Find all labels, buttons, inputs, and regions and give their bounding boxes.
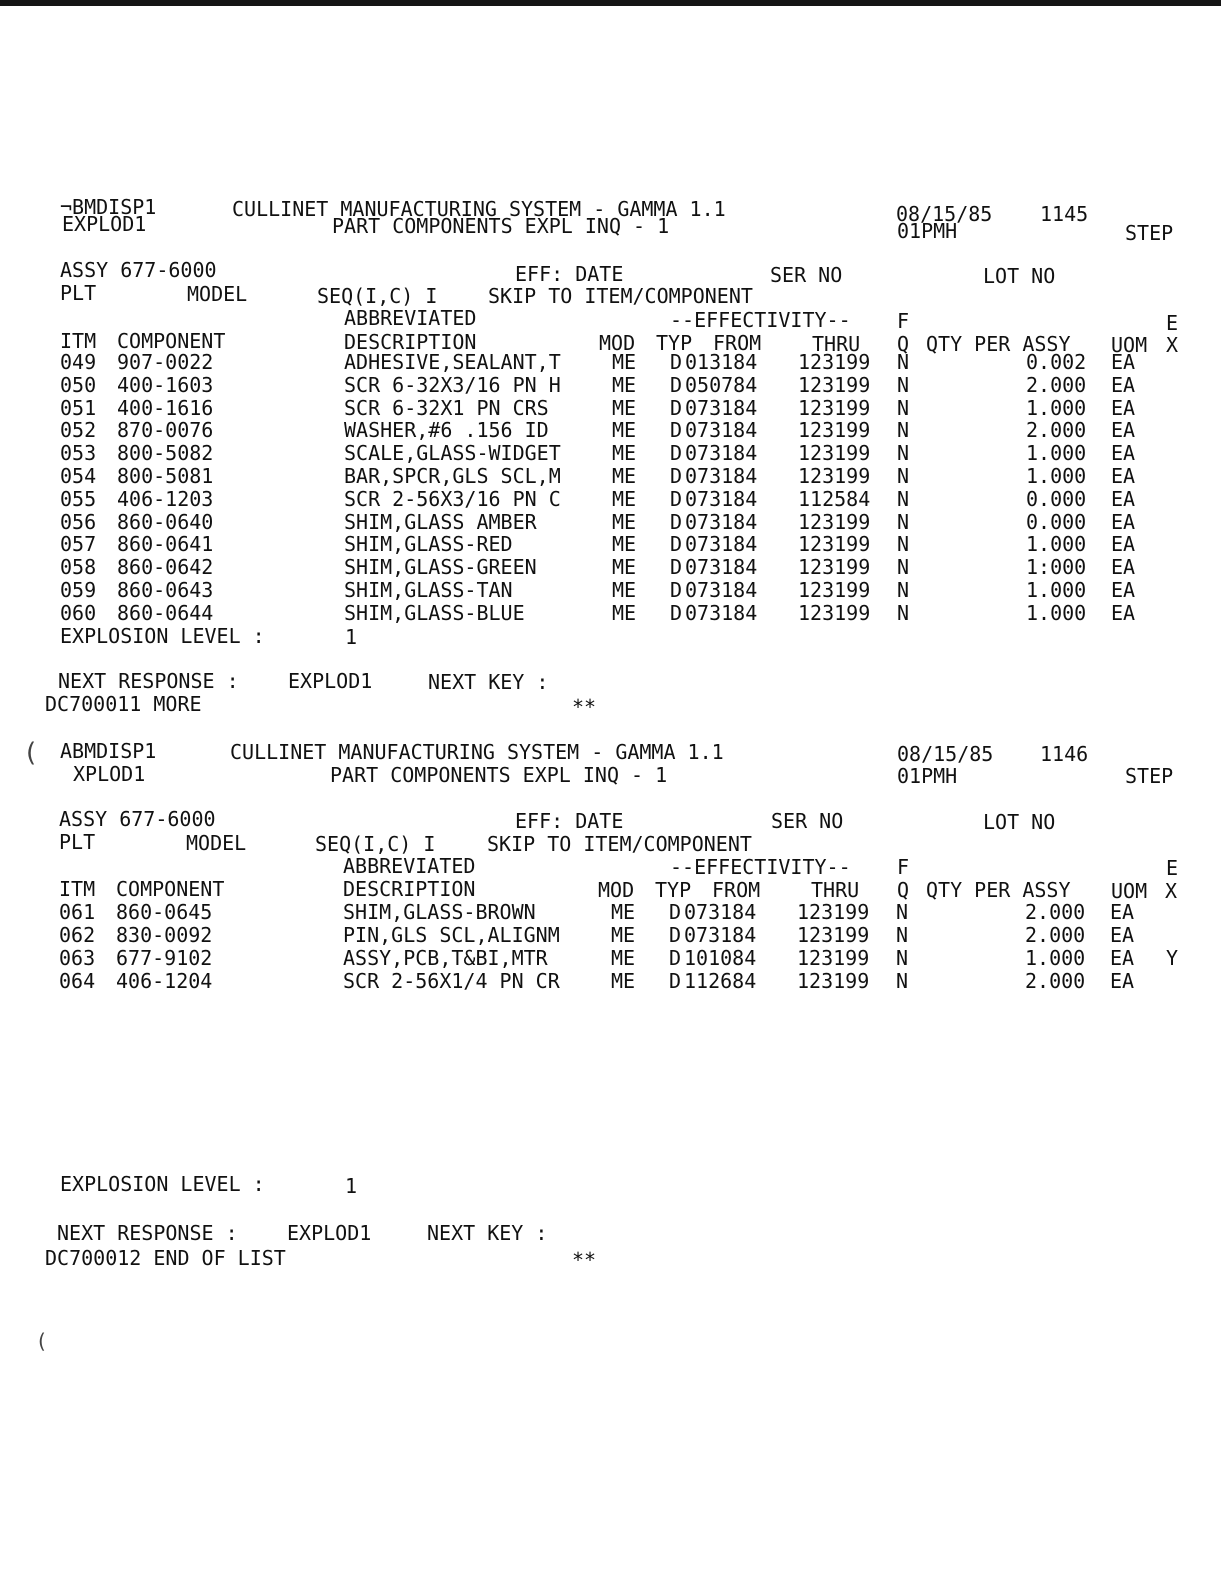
- cell-uom: EA: [1111, 601, 1136, 625]
- cell-typ: D: [670, 555, 683, 579]
- cell-from: 073184: [684, 900, 757, 924]
- cell-component: 907-0022: [117, 350, 214, 374]
- cell-component: 406-1203: [117, 487, 214, 511]
- cell-component: 400-1616: [117, 396, 214, 420]
- margin-mark: (: [38, 1329, 46, 1353]
- header-abbreviated: ABBREVIATED: [344, 306, 477, 330]
- explosion-level-value: 1: [345, 625, 358, 649]
- cell-itm: 062: [59, 923, 96, 947]
- cell-uom: EA: [1111, 555, 1136, 579]
- cell-qty: 1.000: [1026, 396, 1087, 420]
- cell-typ: D: [669, 923, 682, 947]
- header-mod: MOD: [599, 331, 636, 355]
- cell-uom: EA: [1110, 923, 1135, 947]
- header-typ: TYP: [656, 331, 693, 355]
- skip-to-field[interactable]: SKIP TO ITEM/COMPONENT: [488, 284, 753, 308]
- cell-itm: 051: [60, 396, 97, 420]
- header-e: E: [1166, 856, 1179, 880]
- cell-typ: D: [670, 373, 683, 397]
- cell-qty: 1.000: [1026, 464, 1087, 488]
- cell-qty: 1.000: [1025, 946, 1086, 970]
- cell-q: N: [897, 464, 910, 488]
- cell-qty: 0.000: [1026, 487, 1087, 511]
- cell-description: SHIM,GLASS AMBER: [344, 510, 537, 534]
- cell-from: 073184: [685, 510, 758, 534]
- cell-thru: 123199: [798, 464, 871, 488]
- cell-thru: 112584: [798, 487, 871, 511]
- header-description: DESCRIPTION: [343, 877, 476, 901]
- cell-qty: 2.000: [1026, 373, 1087, 397]
- cell-q: N: [897, 373, 910, 397]
- cell-q: N: [896, 923, 909, 947]
- cell-component: 860-0644: [117, 601, 214, 625]
- cell-itm: 063: [59, 946, 96, 970]
- next-response-input[interactable]: EXPLOD1: [288, 669, 373, 693]
- next-response-input[interactable]: EXPLOD1: [287, 1221, 372, 1245]
- cell-description: SCR 2-56X1/4 PN CR: [343, 969, 560, 993]
- header-description: DESCRIPTION: [344, 330, 477, 354]
- cell-uom: EA: [1111, 464, 1136, 488]
- next-key-label: NEXT KEY :: [427, 1221, 548, 1245]
- header-itm: ITM: [59, 877, 96, 901]
- margin-mark: (: [26, 738, 37, 768]
- cell-q: N: [897, 441, 910, 465]
- cell-from: 073184: [685, 601, 758, 625]
- cell-mod: ME: [612, 601, 637, 625]
- cell-mod: ME: [612, 487, 637, 511]
- date: 08/15/85: [897, 742, 994, 766]
- cell-component: 400-1603: [117, 373, 214, 397]
- step-label: STEP: [1125, 764, 1174, 788]
- cell-component: 870-0076: [117, 418, 214, 442]
- cell-uom: EA: [1111, 487, 1136, 511]
- status-message: DC700012 END OF LIST: [45, 1246, 286, 1270]
- header-uom: UOM: [1111, 879, 1148, 903]
- cell-description: BAR,SPCR,GLS SCL,M: [344, 464, 561, 488]
- cell-thru: 123199: [798, 555, 871, 579]
- cell-thru: 123199: [798, 510, 871, 534]
- cell-uom: EA: [1111, 350, 1136, 374]
- cell-from: 073184: [685, 555, 758, 579]
- cell-uom: EA: [1111, 532, 1136, 556]
- header-component: COMPONENT: [117, 329, 226, 353]
- cell-thru: 123199: [798, 418, 871, 442]
- station-id: 01PMH: [897, 219, 958, 243]
- cell-description: PIN,GLS SCL,ALIGNM: [343, 923, 560, 947]
- header-f: F: [897, 855, 910, 879]
- cell-description: ASSY,PCB,T&BI,MTR: [343, 946, 548, 970]
- cell-typ: D: [670, 601, 683, 625]
- header-e: E: [1166, 311, 1179, 335]
- cell-thru: 123199: [798, 578, 871, 602]
- seq-field[interactable]: SEQ(I,C) I: [317, 284, 438, 308]
- header-abbreviated: ABBREVIATED: [343, 854, 476, 878]
- system-title: CULLINET MANUFACTURING SYSTEM - GAMMA 1.1: [232, 197, 726, 221]
- cell-component: 860-0643: [117, 578, 214, 602]
- cell-thru: 123199: [798, 601, 871, 625]
- program-id: ABMDISP1: [60, 739, 157, 763]
- cell-q: N: [897, 396, 910, 420]
- next-response-label: NEXT RESPONSE :: [58, 669, 239, 693]
- cell-uom: EA: [1111, 510, 1136, 534]
- cell-description: SCALE,GLASS-WIDGET: [344, 441, 561, 465]
- cell-typ: D: [669, 969, 682, 993]
- header-thru: THRU: [812, 332, 861, 356]
- cell-q: N: [897, 578, 910, 602]
- header-q: Q: [897, 332, 910, 356]
- cell-component: 860-0641: [117, 532, 214, 556]
- step-label: STEP: [1125, 221, 1174, 245]
- cell-description: SHIM,GLASS-RED: [344, 532, 513, 556]
- cell-uom: EA: [1110, 969, 1135, 993]
- cell-typ: D: [670, 510, 683, 534]
- cell-qty: 1:000: [1026, 555, 1087, 579]
- program-id: ¬BMDISP1: [60, 195, 157, 219]
- assy-label: ASSY 677-6000: [60, 258, 217, 282]
- cell-qty: 2.000: [1025, 969, 1086, 993]
- screen-subtitle: PART COMPONENTS EXPL INQ - 1: [332, 214, 670, 238]
- cell-thru: 123199: [797, 923, 870, 947]
- cell-qty: 2.000: [1025, 923, 1086, 947]
- assy-label: ASSY 677-6000: [59, 807, 216, 831]
- cell-mod: ME: [612, 532, 637, 556]
- cell-itm: 052: [60, 418, 97, 442]
- cell-q: N: [897, 418, 910, 442]
- cell-description: SHIM,GLASS-TAN: [344, 578, 513, 602]
- screen-subtitle: PART COMPONENTS EXPL INQ - 1: [330, 763, 668, 787]
- header-x: X: [1165, 879, 1178, 903]
- cell-thru: 123199: [798, 373, 871, 397]
- cell-itm: 061: [59, 900, 96, 924]
- lot-no-label: LOT NO: [983, 264, 1056, 288]
- cell-mod: ME: [612, 555, 637, 579]
- cell-itm: 054: [60, 464, 97, 488]
- cell-mod: ME: [612, 396, 637, 420]
- header-typ: TYP: [655, 878, 692, 902]
- cell-description: WASHER,#6 .156 ID: [344, 418, 549, 442]
- explosion-level-label: EXPLOSION LEVEL :: [60, 1172, 265, 1196]
- cell-thru: 123199: [797, 946, 870, 970]
- cell-description: SHIM,GLASS-GREEN: [344, 555, 537, 579]
- cell-itm: 056: [60, 510, 97, 534]
- cell-qty: 0.000: [1026, 510, 1087, 534]
- cell-mod: ME: [612, 373, 637, 397]
- lot-no-label: LOT NO: [983, 810, 1056, 834]
- cell-description: SCR 2-56X3/16 PN C: [344, 487, 561, 511]
- cell-q: N: [897, 601, 910, 625]
- cell-typ: D: [670, 350, 683, 374]
- cell-uom: EA: [1110, 900, 1135, 924]
- header-q: Q: [897, 878, 910, 902]
- model-label: MODEL: [187, 282, 248, 306]
- cell-thru: 123199: [798, 350, 871, 374]
- cell-itm: 050: [60, 373, 97, 397]
- cell-description: SHIM,GLASS-BROWN: [343, 900, 536, 924]
- header-qty-per-assy: QTY PER ASSY: [926, 878, 1071, 902]
- ser-no-label: SER NO: [770, 263, 843, 287]
- cell-component: 800-5081: [117, 464, 214, 488]
- cursor-marker: **: [572, 695, 597, 719]
- cell-uom: EA: [1111, 441, 1136, 465]
- cell-mod: ME: [611, 923, 636, 947]
- cell-q: N: [897, 555, 910, 579]
- cell-typ: D: [669, 946, 682, 970]
- cell-typ: D: [670, 578, 683, 602]
- time: 1145: [1040, 202, 1089, 226]
- cell-q: N: [896, 900, 909, 924]
- cell-mod: ME: [612, 418, 637, 442]
- cell-qty: 2.000: [1026, 418, 1087, 442]
- cell-qty: 1.000: [1026, 441, 1087, 465]
- cell-component: 800-5082: [117, 441, 214, 465]
- cell-q: N: [897, 510, 910, 534]
- cell-component: 830-0092: [116, 923, 213, 947]
- header-f: F: [897, 309, 910, 333]
- cell-q: N: [897, 487, 910, 511]
- cell-from: 073184: [685, 532, 758, 556]
- ser-no-label: SER NO: [771, 809, 844, 833]
- model-label: MODEL: [186, 831, 247, 855]
- header-uom: UOM: [1111, 333, 1148, 357]
- next-key-label: NEXT KEY :: [428, 670, 549, 694]
- header-itm: ITM: [60, 329, 97, 353]
- cell-from: 112684: [684, 969, 757, 993]
- screen-id: EXPLOD1: [62, 212, 147, 236]
- cell-typ: D: [670, 464, 683, 488]
- cell-from: 073184: [685, 487, 758, 511]
- cell-from: 073184: [685, 418, 758, 442]
- header-from: FROM: [713, 331, 762, 355]
- cell-mod: ME: [612, 510, 637, 534]
- cell-component: 406-1204: [116, 969, 213, 993]
- cell-typ: D: [670, 441, 683, 465]
- explosion-level-label: EXPLOSION LEVEL :: [60, 624, 265, 648]
- cell-from: 073184: [685, 578, 758, 602]
- cell-thru: 123199: [798, 441, 871, 465]
- cell-from: 073184: [685, 464, 758, 488]
- header-from: FROM: [712, 878, 761, 902]
- cell-from: 073184: [685, 441, 758, 465]
- cell-qty: 0.002: [1026, 350, 1087, 374]
- cell-mod: ME: [611, 946, 636, 970]
- cell-typ: D: [670, 532, 683, 556]
- explosion-level-value: 1: [345, 1174, 358, 1198]
- cell-qty: 1.000: [1026, 578, 1087, 602]
- cell-description: SCR 6-32X3/16 PN H: [344, 373, 561, 397]
- cell-mod: ME: [611, 900, 636, 924]
- cell-itm: 057: [60, 532, 97, 556]
- cell-itm: 053: [60, 441, 97, 465]
- cell-typ: D: [670, 396, 683, 420]
- header-qty-per-assy: QTY PER ASSY: [926, 332, 1071, 356]
- cell-thru: 123199: [798, 532, 871, 556]
- cell-itm: 049: [60, 350, 97, 374]
- cell-itm: 059: [60, 578, 97, 602]
- cell-typ: D: [670, 487, 683, 511]
- eff-date-label: EFF: DATE: [515, 809, 624, 833]
- cell-q: N: [896, 969, 909, 993]
- cell-mod: ME: [612, 464, 637, 488]
- system-title: CULLINET MANUFACTURING SYSTEM - GAMMA 1.1: [230, 740, 724, 764]
- cell-x: Y: [1166, 946, 1179, 970]
- cell-qty: 1.000: [1026, 532, 1087, 556]
- cell-from: 013184: [685, 350, 758, 374]
- header-mod: MOD: [598, 878, 635, 902]
- cell-uom: EA: [1111, 373, 1136, 397]
- cell-description: ADHESIVE,SEALANT,T: [344, 350, 561, 374]
- cell-itm: 055: [60, 487, 97, 511]
- cell-itm: 058: [60, 555, 97, 579]
- header-component: COMPONENT: [116, 877, 225, 901]
- eff-date-label: EFF: DATE: [515, 262, 624, 286]
- cell-thru: 123199: [797, 969, 870, 993]
- seq-field[interactable]: SEQ(I,C) I: [315, 832, 436, 856]
- cell-itm: 064: [59, 969, 96, 993]
- status-message: DC700011 MORE: [45, 692, 202, 716]
- cell-thru: 123199: [798, 396, 871, 420]
- cell-component: 860-0640: [117, 510, 214, 534]
- plt-label: PLT: [60, 281, 97, 305]
- next-response-label: NEXT RESPONSE :: [57, 1221, 238, 1245]
- cell-q: N: [897, 350, 910, 374]
- header-thru: THRU: [811, 878, 860, 902]
- plt-label: PLT: [59, 830, 96, 854]
- header-x: X: [1166, 333, 1179, 357]
- time: 1146: [1040, 742, 1089, 766]
- cell-mod: ME: [612, 441, 637, 465]
- skip-to-field[interactable]: SKIP TO ITEM/COMPONENT: [487, 832, 752, 856]
- cell-description: SHIM,GLASS-BLUE: [344, 601, 525, 625]
- cursor-marker: **: [572, 1248, 597, 1272]
- header-effectivity: --EFFECTIVITY--: [670, 855, 851, 879]
- cell-from: 101084: [684, 946, 757, 970]
- cell-component: 860-0642: [117, 555, 214, 579]
- station-id: 01PMH: [897, 764, 958, 788]
- cell-thru: 123199: [797, 900, 870, 924]
- cell-typ: D: [670, 418, 683, 442]
- cell-q: N: [896, 946, 909, 970]
- cell-uom: EA: [1111, 578, 1136, 602]
- cell-from: 050784: [685, 373, 758, 397]
- cell-description: SCR 6-32X1 PN CRS: [344, 396, 549, 420]
- cell-mod: ME: [612, 578, 637, 602]
- cell-mod: ME: [612, 350, 637, 374]
- date: 08/15/85: [896, 202, 993, 226]
- cell-uom: EA: [1111, 396, 1136, 420]
- cell-q: N: [897, 532, 910, 556]
- cell-typ: D: [669, 900, 682, 924]
- cell-mod: ME: [611, 969, 636, 993]
- cell-uom: EA: [1111, 418, 1136, 442]
- cell-component: 677-9102: [116, 946, 213, 970]
- cell-qty: 1.000: [1026, 601, 1087, 625]
- screen-id: XPLOD1: [73, 762, 146, 786]
- cell-uom: EA: [1110, 946, 1135, 970]
- cell-from: 073184: [685, 396, 758, 420]
- cell-itm: 060: [60, 601, 97, 625]
- cell-qty: 2.000: [1025, 900, 1086, 924]
- cell-component: 860-0645: [116, 900, 213, 924]
- cell-from: 073184: [684, 923, 757, 947]
- header-effectivity: --EFFECTIVITY--: [670, 308, 851, 332]
